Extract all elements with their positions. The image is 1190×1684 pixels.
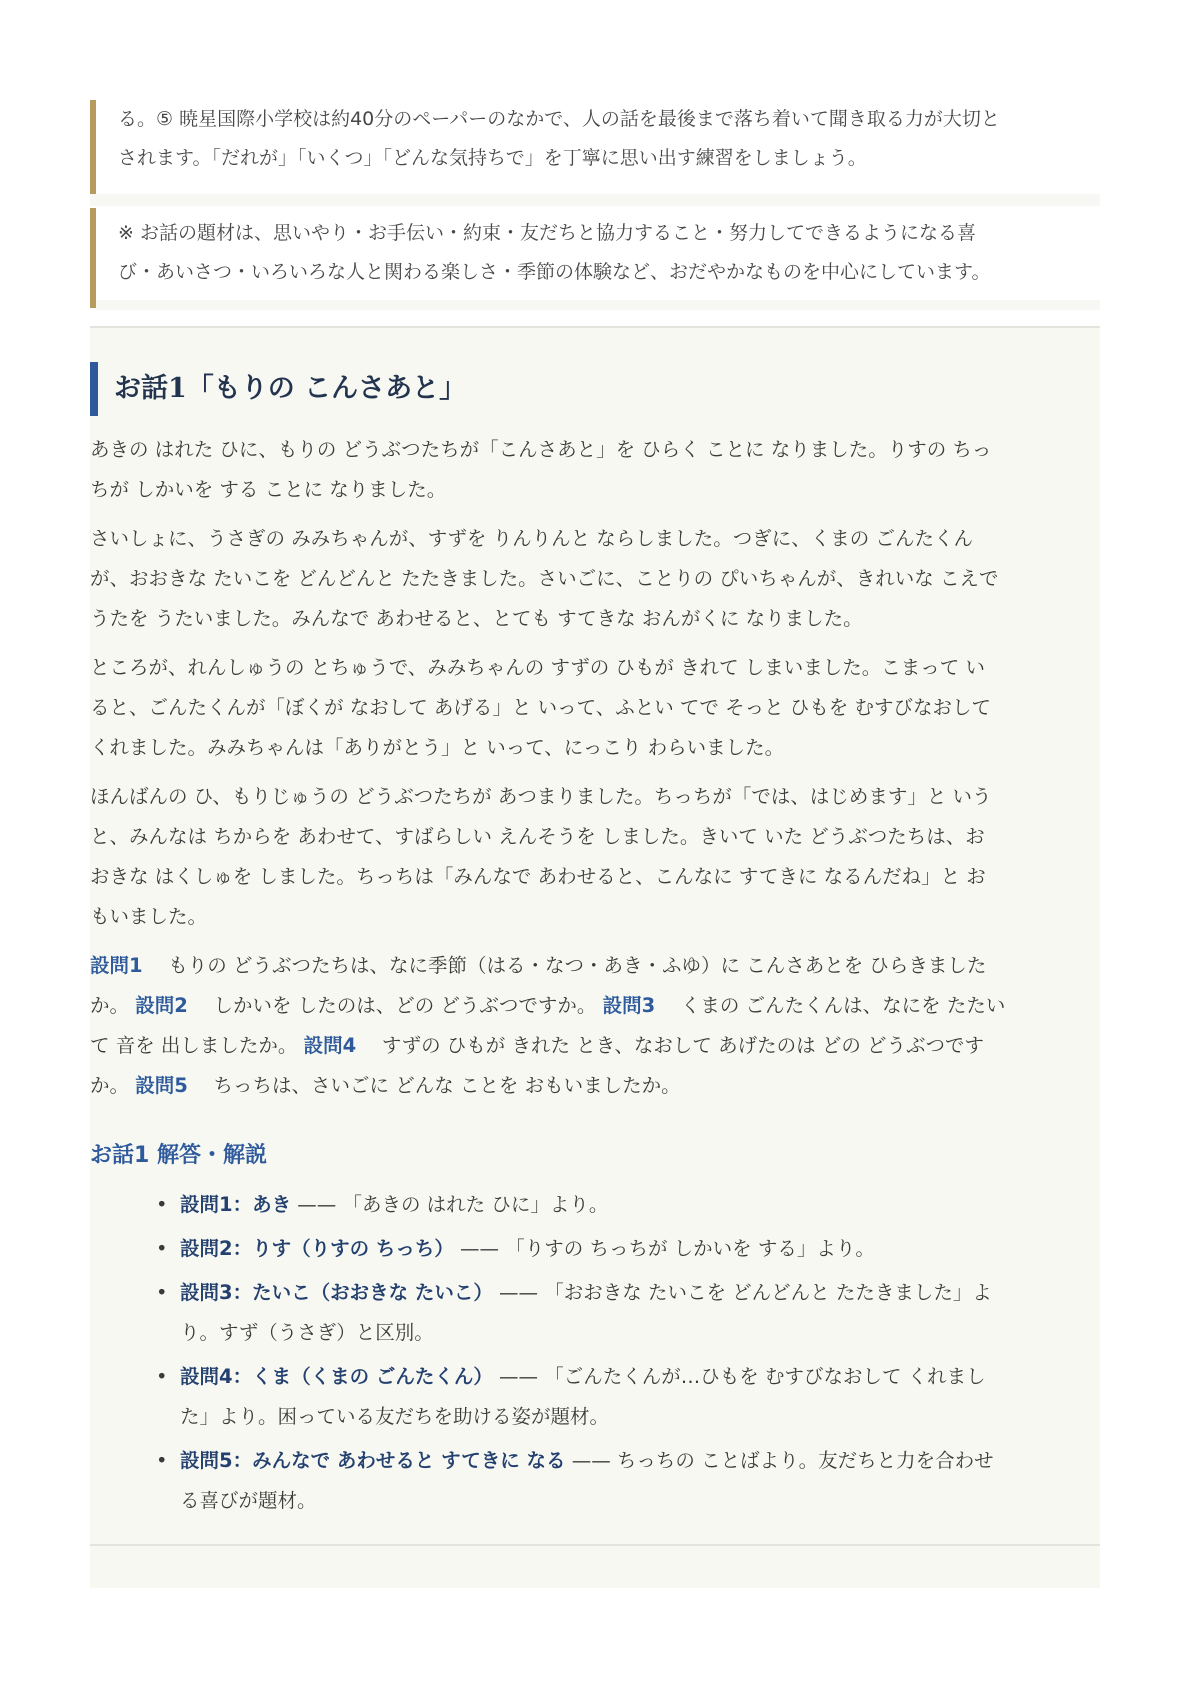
note-1-shadow bbox=[90, 194, 1100, 206]
note-2-line-2: び・あいさつ・いろいろな人と関わる楽しさ・季節の体験など、おだやかなものを中心にしています。 bbox=[118, 261, 991, 283]
question-3-label: 設問3 bbox=[602, 994, 656, 1017]
story-paragraph-2 bbox=[90, 519, 1100, 639]
questions-line-1 bbox=[90, 946, 1100, 986]
questions-block bbox=[90, 946, 1100, 1106]
bullet-icon: • bbox=[156, 1365, 168, 1388]
answer-key: 設問4：くま（くまの ごんたくん） bbox=[180, 1365, 493, 1388]
answer-text: —— 「あきの はれた ひに」より。 bbox=[291, 1193, 609, 1216]
paragraph-line: おきな はくしゅを しました。ちっちは「みんなで あわせると、こんなに すてきに なるんだね」と お bbox=[90, 865, 986, 888]
answer-text: —— 「おおきな たいこを どんどんと たたきました」よ bbox=[492, 1281, 992, 1304]
bullet-icon: • bbox=[156, 1237, 168, 1260]
answer-text: —— 「ごんたくんが…ひもを むすびなおして くれまし bbox=[492, 1365, 986, 1388]
question-4-text: すずの ひもが きれた とき、なおして あげたのは どの どうぶつです bbox=[381, 1034, 985, 1057]
paragraph-line: ちが しかいを する ことに なりました。 bbox=[90, 478, 447, 501]
answer-key: 設問3：たいこ（おおきな たいこ） bbox=[180, 1281, 493, 1304]
note-2-shadow bbox=[96, 300, 1100, 310]
answers-heading: お話1 解答・解説 bbox=[90, 1143, 267, 1168]
questions-line-4 bbox=[90, 1066, 1100, 1106]
paragraph-line: うたを うたいました。みんなで あわせると、とても すてきな おんがくに なりました。 bbox=[90, 607, 863, 630]
answer-text: —— ちっちの ことばより。友だちと力を合わせ bbox=[565, 1449, 994, 1472]
answer-text-cont: た」より。困っている友だちを助ける姿が題材。 bbox=[180, 1405, 610, 1428]
answer-key: 設問1：あき bbox=[180, 1193, 292, 1216]
bullet-icon: • bbox=[156, 1449, 168, 1472]
question-3-cont: て 音を 出しましたか。 bbox=[90, 1034, 298, 1057]
story-paragraph-1 bbox=[90, 430, 1100, 510]
paragraph-line: あきの はれた ひに、もりの どうぶつたちが「こんさあと」を ひらく ことに なりました。りすの ちっ bbox=[90, 438, 992, 461]
story-paragraph-4 bbox=[90, 777, 1100, 937]
story-title: お話1「もりの こんさあと」 bbox=[90, 362, 466, 416]
answer-item bbox=[150, 1441, 1100, 1521]
answer-key: 設問5：みんなで あわせると すてきに なる bbox=[180, 1449, 566, 1472]
paragraph-line: くれました。みみちゃんは「ありがとう」と いって、にっこり わらいました。 bbox=[90, 736, 785, 759]
answer-item bbox=[150, 1229, 1100, 1269]
questions-line-2 bbox=[90, 986, 1100, 1026]
question-4-cont: か。 bbox=[90, 1074, 130, 1097]
answer-text: —— 「りすの ちっちが しかいを する」より。 bbox=[453, 1237, 875, 1260]
paragraph-line: ほんばんの ひ、もりじゅうの どうぶつたちが あつまりました。ちっちが「では、はじめます」と いう bbox=[90, 785, 992, 808]
question-1-cont: か。 bbox=[90, 994, 130, 1017]
question-2-text: しかいを したのは、どの どうぶつですか。 bbox=[213, 994, 597, 1017]
answer-key: 設問2：りす（りすの ちっち） bbox=[180, 1237, 454, 1260]
paragraph-line: さいしょに、うさぎの みみちゃんが、すずを りんりんと ならしました。つぎに、くまの ごんたくん bbox=[90, 527, 973, 550]
question-1-text: もりの どうぶつたちは、なに季節（はる・なつ・あき・ふゆ）に こんさあとを ひらきました bbox=[168, 954, 987, 977]
paragraph-line: が、おおきな たいこを どんどんと たたきました。さいごに、ことりの ぴいちゃんが、きれいな こえで bbox=[90, 567, 999, 590]
answers-list bbox=[150, 1185, 1100, 1525]
answer-item bbox=[150, 1273, 1100, 1353]
question-1-label: 設問1 bbox=[90, 954, 143, 977]
bullet-icon: • bbox=[156, 1281, 168, 1304]
paragraph-line: もいました。 bbox=[90, 905, 208, 928]
note-1-line-2: されます。「だれが」「いくつ」「どんな気持ちで」を丁寧に思い出す練習をしましょう。 bbox=[118, 147, 867, 169]
answer-item bbox=[150, 1185, 1100, 1225]
note-2-line-1: ※ お話の題材は、思いやり・お手伝い・約束・友だちと協力すること・努力してできるようになる喜 bbox=[118, 222, 976, 244]
question-5-text: ちっちは、さいごに どんな ことを おもいましたか。 bbox=[213, 1074, 681, 1097]
question-2-label: 設問2 bbox=[135, 994, 188, 1017]
note-block-2 bbox=[90, 208, 1100, 308]
section-divider-bottom bbox=[90, 1544, 1100, 1546]
answer-text-cont: り。すず（うさぎ）と区別。 bbox=[180, 1321, 434, 1344]
answer-item bbox=[150, 1357, 1100, 1437]
answer-text-cont: る喜びが題材。 bbox=[180, 1489, 317, 1512]
question-3-text: くまの ごんたくんは、なにを たたい bbox=[680, 994, 1006, 1017]
question-5-label: 設問5 bbox=[135, 1074, 188, 1097]
story-paragraph-3 bbox=[90, 648, 1100, 768]
note-block-1 bbox=[90, 100, 1100, 194]
note-1-line-1: る。⑤ 暁星国際小学校は約40分のペーパーのなかで、人の話を最後まで落ち着いて聞き取る力が大切と bbox=[118, 108, 1000, 130]
question-4-label: 設問4 bbox=[303, 1034, 357, 1057]
paragraph-line: ところが、れんしゅうの とちゅうで、みみちゃんの すずの ひもが きれて しまいました。こまって い bbox=[90, 656, 985, 679]
paragraph-line: ると、ごんたくんが「ぼくが なおして あげる」と いって、ふとい てで そっと ひもを むすびなおして bbox=[90, 696, 992, 719]
questions-line-3 bbox=[90, 1026, 1100, 1066]
bullet-icon: • bbox=[156, 1193, 168, 1216]
paragraph-line: と、みんなは ちからを あわせて、すばらしい えんそうを しました。きいて いた どうぶつたちは、お bbox=[90, 825, 985, 848]
